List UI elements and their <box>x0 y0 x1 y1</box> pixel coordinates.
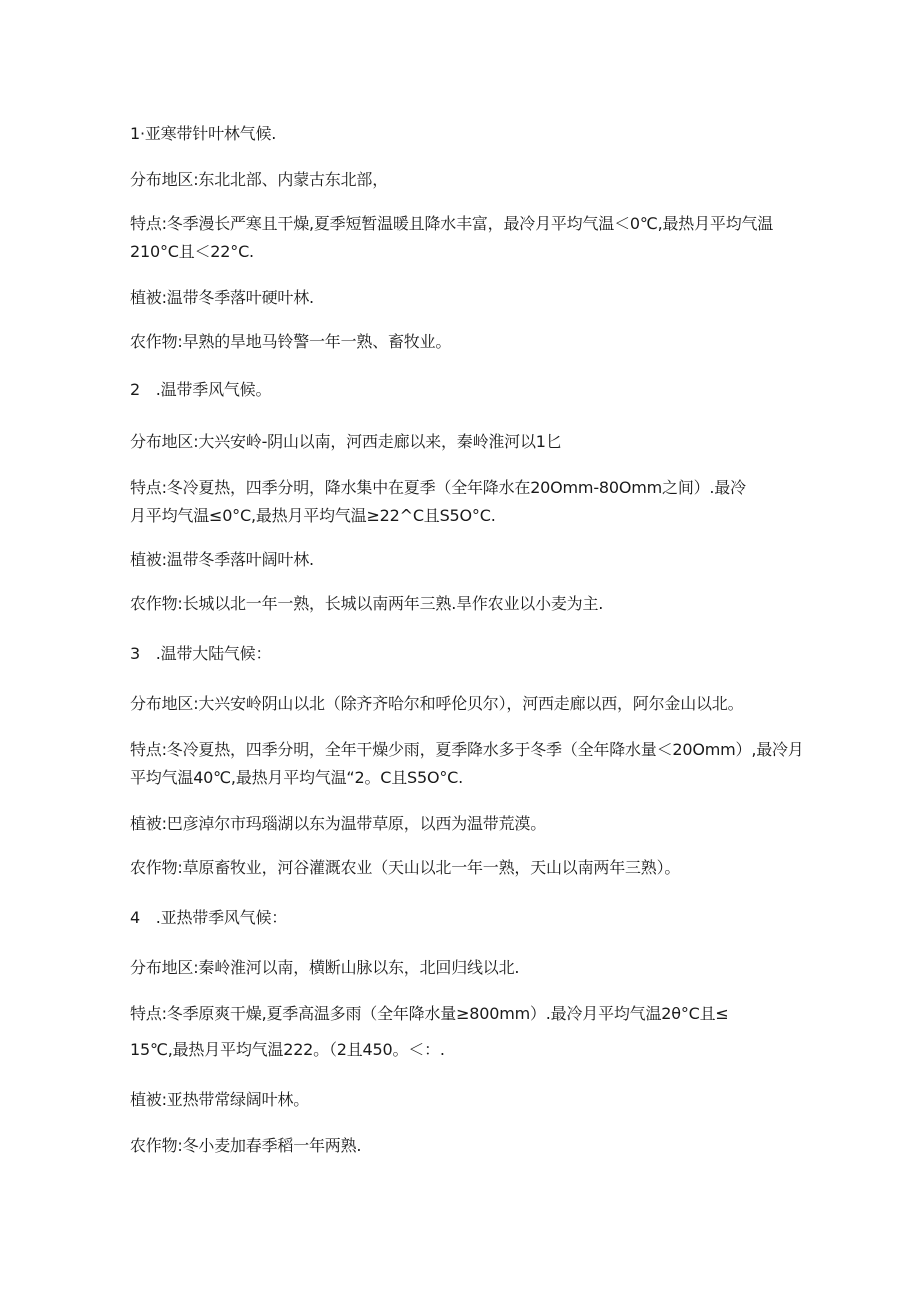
section-4-heading: 4 .亚热带季风气候： <box>130 908 288 927</box>
section-2-features-line-1: 特点:冬冷夏热，四季分明，降水集中在夏季（全年降水在20Omm-80Omm之间）.最冷 <box>130 478 746 497</box>
section-2-vegetation: 植被:温带冬季落叶阔叶林. <box>130 550 314 569</box>
section-1-features-line-2: 210°C且＜22°C. <box>130 242 254 261</box>
section-3-distribution: 分布地区:大兴安岭阴山以北（除齐齐哈尔和呼伦贝尔），河西走廊以西，阿尔金山以北。 <box>130 694 744 713</box>
section-3-heading: 3 .温带大陆气候： <box>130 644 272 663</box>
section-1-heading: 1·亚寒带针叶林气候. <box>130 124 277 143</box>
section-2-crops: 农作物:长城以北一年一熟，长城以南两年三熟.旱作农业以小麦为主. <box>130 594 604 613</box>
section-4-distribution: 分布地区:秦岭淮河以南，横断山脉以东，北回归线以北. <box>130 958 520 977</box>
section-3-features-line-2: 平均气温40℃,最热月平均气温“2。C且S5O°C. <box>130 768 464 787</box>
section-4-vegetation: 植被:亚热带常绿阔叶林。 <box>130 1090 309 1109</box>
section-1-distribution: 分布地区:东北北部、内蒙古东北部， <box>130 170 388 189</box>
section-1-features-line-1: 特点:冬季漫长严寒且干燥,夏季短暂温暖且降水丰富，最冷月平均气温＜0℃,最热月平均气温 <box>130 214 774 233</box>
section-4-features-line-1: 特点:冬季原爽干燥,夏季高温多雨（全年降水量≥800mm）.最冷月平均气温2θ°C且≤ <box>130 1004 729 1023</box>
section-4-crops: 农作物:冬小麦加春季稻一年两熟. <box>130 1136 362 1155</box>
section-2-features-line-2: 月平均气温≤0°C,最热月平均气温≥22^C且S5O°C. <box>130 506 496 525</box>
section-1-vegetation: 植被:温带冬季落叶硬叶林. <box>130 288 314 307</box>
section-1-crops: 农作物:早熟的旱地马铃警一年一熟、畜牧业。 <box>130 332 452 351</box>
section-3-vegetation: 植被:巴彦淖尔市玛瑙湖以东为温带草原，以西为温带荒漠。 <box>130 814 546 833</box>
section-3-crops: 农作物:草原畜牧业，河谷灌溉农业（天山以北一年一熟，天山以南两年三熟）。 <box>130 858 681 877</box>
section-2-distribution: 分布地区:大兴安岭-阴山以南，河西走廊以来，秦岭淮河以1匕 <box>130 432 562 451</box>
section-2-heading: 2 .温带季风气候。 <box>130 380 272 399</box>
section-4-features-line-2: 15℃,最热月平均气温222。（2且450。＜：. <box>130 1040 445 1059</box>
section-3-features-line-1: 特点:冬冷夏热，四季分明，全年干燥少雨，夏季降水多于冬季（全年降水量＜20Omm）,最冷月 <box>130 740 804 759</box>
